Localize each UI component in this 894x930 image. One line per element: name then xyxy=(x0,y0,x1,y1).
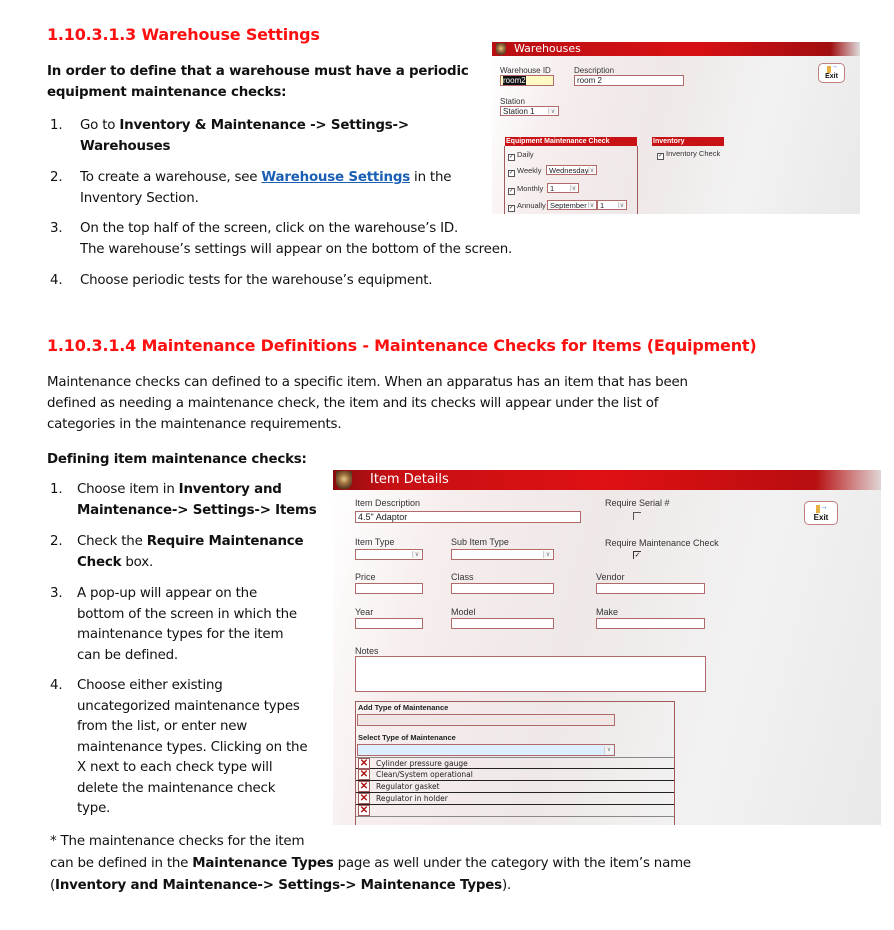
menu-path-end: Maintenance-> Settings-> Items xyxy=(77,502,317,518)
step-line: Choose either existing xyxy=(77,678,223,693)
menu-path: Inventory and xyxy=(178,482,282,497)
intro-line-1: In order to define that a warehouse must have a periodic xyxy=(47,64,469,79)
maintenance-types-term: Maintenance Types xyxy=(192,856,334,871)
step-line: maintenance types for the item xyxy=(77,627,284,642)
annually-day-select[interactable] xyxy=(597,200,627,210)
annually-month-value: September xyxy=(550,201,587,210)
step-text: Go to xyxy=(80,118,120,133)
maintenance-types-panel xyxy=(355,701,675,825)
bold-term: Require Maintenance xyxy=(146,534,304,549)
maintenance-type-row xyxy=(356,769,674,781)
require-maintenance-checkbox[interactable]: ✓ xyxy=(634,552,641,559)
step-line: from the list, or enter new xyxy=(77,719,248,734)
inventory-check-label: Inventory Check xyxy=(666,149,721,158)
annually-month-select[interactable] xyxy=(547,200,597,210)
maintenance-type-name: Regulator gasket xyxy=(376,782,440,791)
equipment-maintenance-check-header: Equipment Maintenance Check xyxy=(505,137,637,146)
require-serial-checkbox[interactable] xyxy=(633,512,641,520)
step-line: uncategorized maintenance types xyxy=(77,698,300,714)
warehouse-id-value: room2 xyxy=(503,76,526,85)
require-serial-label: Require Serial # xyxy=(605,498,670,508)
step-line: maintenance types. Clicking on the xyxy=(77,739,308,755)
warehouses-window xyxy=(492,42,860,214)
warehouse-id-label: Warehouse ID xyxy=(500,66,551,75)
footnote-line-3 xyxy=(50,875,770,897)
maintenance-type-name: Clean/System operational xyxy=(376,770,473,779)
item-step-4 xyxy=(50,676,330,821)
price-label: Price xyxy=(355,572,376,582)
defining-checks-subheading: Defining item maintenance checks: xyxy=(47,452,307,467)
chevron-down-icon: ∨ xyxy=(589,168,595,174)
sub-item-type-select[interactable] xyxy=(451,549,554,560)
footnote-text: can be defined in the xyxy=(50,856,193,871)
select-type-label: Select Type of Maintenance xyxy=(358,733,456,742)
menu-path: Inventory & Maintenance -> Settings-> xyxy=(119,118,409,133)
exit-label: Exit xyxy=(825,73,838,80)
item-type-select[interactable] xyxy=(355,549,423,560)
checkbox-checked-icon: ✓ xyxy=(509,205,515,211)
step-number: 3. xyxy=(50,221,63,236)
window-title: Item Details xyxy=(370,472,449,487)
item-step-2 xyxy=(50,532,330,574)
department-crest-icon xyxy=(336,471,352,489)
paragraph-line-3: categories in the maintenance requirements. xyxy=(47,417,342,432)
step-1 xyxy=(50,116,470,158)
annually-label: Annually xyxy=(517,201,546,210)
step-text: Choose item in xyxy=(77,482,179,497)
monthly-label: Monthly xyxy=(517,184,544,193)
exit-door-icon: → xyxy=(827,66,836,73)
year-label: Year xyxy=(355,607,374,617)
chevron-down-icon: ∨ xyxy=(589,203,595,209)
step-number: 2. xyxy=(50,170,63,185)
step-text: Check the xyxy=(77,534,147,549)
step-line: A pop-up will appear on the xyxy=(77,586,257,601)
delete-x-icon[interactable]: ✕ xyxy=(359,781,369,792)
department-crest-icon xyxy=(496,43,506,55)
daily-label: Daily xyxy=(517,150,534,159)
delete-x-icon[interactable]: ✕ xyxy=(359,805,369,816)
model-label: Model xyxy=(451,607,476,617)
step-number: 4. xyxy=(50,273,63,288)
annually-checkbox[interactable] xyxy=(508,201,546,212)
station-select[interactable] xyxy=(500,106,559,116)
chevron-down-icon: ∨ xyxy=(412,551,421,558)
notes-textarea[interactable] xyxy=(355,656,706,692)
delete-x-icon[interactable]: ✕ xyxy=(359,769,369,780)
footnote-line-2 xyxy=(50,853,770,875)
exit-button[interactable] xyxy=(818,63,845,83)
maintenance-type-row xyxy=(356,793,674,805)
monthly-checkbox[interactable] xyxy=(508,184,543,195)
sub-item-type-label: Sub Item Type xyxy=(451,537,509,547)
weekly-day-value: Wednesday xyxy=(549,166,589,175)
paragraph-line-2: defined as needing a maintenance check, the item and its checks will appear under the list of xyxy=(47,396,659,411)
notes-label: Notes xyxy=(355,646,379,656)
section-heading-maintenance-definitions: 1.10.3.1.4 Maintenance Definitions - Maintenance Checks for Items (Equipment) xyxy=(47,336,757,355)
step-line: X next to each check type will xyxy=(77,760,273,775)
chevron-down-icon: ∨ xyxy=(543,551,552,558)
step-3 xyxy=(50,219,570,261)
delete-x-icon[interactable]: ✕ xyxy=(359,793,369,804)
class-field[interactable] xyxy=(451,583,554,594)
step-line: type. xyxy=(77,801,111,816)
annually-day-value: 1 xyxy=(600,201,605,210)
step-number: 3. xyxy=(50,586,63,601)
step-text-line2: The warehouse’s settings will appear on the bottom of the screen. xyxy=(80,241,513,257)
item-details-window xyxy=(333,470,881,825)
step-number: 2. xyxy=(50,534,63,549)
monthly-day-select[interactable] xyxy=(547,183,579,193)
checkbox-checked-icon: ✓ xyxy=(509,188,515,194)
maintenance-type-row xyxy=(356,781,674,793)
item-description-label: Item Description xyxy=(355,498,421,508)
item-description-field[interactable]: 4.5" Adaptor xyxy=(355,511,581,523)
step-2 xyxy=(50,168,470,210)
weekly-checkbox[interactable] xyxy=(508,166,541,177)
warehouses-titlebar xyxy=(492,42,860,56)
class-label: Class xyxy=(451,572,474,582)
menu-path-end: Warehouses xyxy=(80,138,171,154)
menu-path: Inventory and Maintenance-> Settings-> Maintenance Types xyxy=(55,878,502,893)
step-text: Choose periodic tests for the warehouse’s equipment. xyxy=(80,273,433,288)
checkbox-checked-icon: ✓ xyxy=(509,154,515,160)
monthly-day-value: 1 xyxy=(550,184,555,193)
chevron-down-icon: ∨ xyxy=(571,186,577,192)
step-text-cont: in the xyxy=(410,170,452,185)
step-number: 1. xyxy=(50,118,63,133)
weekly-label: Weekly xyxy=(517,166,542,175)
footnote xyxy=(50,831,770,897)
item-details-titlebar xyxy=(333,470,881,490)
intro-text xyxy=(47,61,469,103)
bold-term-end: Check xyxy=(77,554,122,570)
checkbox-checked-icon: ✓ xyxy=(509,170,515,176)
chevron-down-icon: ∨ xyxy=(619,203,625,209)
maintenance-type-name: Cylinder pressure gauge xyxy=(376,759,468,768)
step-text-end: box. xyxy=(121,554,154,570)
warehouse-settings-link[interactable]: Warehouse Settings xyxy=(261,170,410,185)
add-type-label: Add Type of Maintenance xyxy=(358,703,449,712)
chevron-down-icon: ∨ xyxy=(548,108,557,114)
step-line: bottom of the screen in which the xyxy=(77,606,297,622)
year-field[interactable] xyxy=(355,618,423,629)
select-type-dropdown[interactable] xyxy=(357,744,615,756)
make-label: Make xyxy=(596,607,619,617)
delete-x-icon[interactable]: ✕ xyxy=(359,758,369,769)
inventory-check-checkbox[interactable] xyxy=(657,149,720,160)
exit-button[interactable] xyxy=(804,501,838,525)
add-type-input[interactable] xyxy=(357,714,615,726)
step-text-line2: Inventory Section. xyxy=(80,190,199,206)
section-heading-warehouse-settings: 1.10.3.1.3 Warehouse Settings xyxy=(47,25,320,44)
vendor-field[interactable] xyxy=(596,583,705,594)
paragraph-line-1: Maintenance checks can defined to a specific item. When an apparatus has an item that has been xyxy=(47,375,688,390)
footnote-text: page as well under the category with the item’s name xyxy=(333,856,691,871)
maintenance-type-row-empty xyxy=(356,805,674,817)
step-line: delete the maintenance check xyxy=(77,780,276,796)
weekly-day-select[interactable] xyxy=(546,165,597,175)
step-4 xyxy=(50,271,570,292)
chevron-down-icon: ∨ xyxy=(604,746,613,754)
item-type-label: Item Type xyxy=(355,537,395,547)
make-field[interactable] xyxy=(596,618,705,629)
maintenance-type-name: Regulator in holder xyxy=(376,794,448,803)
section2-paragraph xyxy=(47,372,747,435)
paren-close: ). xyxy=(501,878,512,893)
footnote-line-1: * The maintenance checks for the item xyxy=(50,834,305,849)
step-text: To create a warehouse, see xyxy=(80,170,262,185)
inventory-header: Inventory xyxy=(652,137,724,146)
step-text: On the top half of the screen, click on the warehouse’s ID. xyxy=(80,221,459,236)
warehouse-id-field[interactable] xyxy=(500,75,554,86)
price-field[interactable] xyxy=(355,583,423,594)
step-number: 4. xyxy=(50,678,63,693)
checkbox-checked-icon: ✓ xyxy=(658,153,664,159)
station-label: Station xyxy=(500,97,525,106)
require-maintenance-label: Require Maintenance Check xyxy=(605,538,719,548)
description-label: Description xyxy=(574,66,615,75)
paren-open: ( xyxy=(50,878,56,893)
exit-label: Exit xyxy=(813,513,829,522)
step-number: 1. xyxy=(50,482,63,497)
daily-checkbox[interactable] xyxy=(508,150,534,161)
window-title: Warehouses xyxy=(514,42,581,55)
model-field[interactable] xyxy=(451,618,554,629)
item-step-3 xyxy=(50,584,330,668)
vendor-label: Vendor xyxy=(596,572,625,582)
station-value: Station 1 xyxy=(503,107,535,116)
exit-door-icon: → xyxy=(816,505,826,513)
description-field[interactable]: room 2 xyxy=(574,75,684,86)
intro-line-2: equipment maintenance checks: xyxy=(47,85,287,100)
step-line: can be defined. xyxy=(77,647,178,663)
maintenance-type-row xyxy=(356,757,674,769)
item-step-1 xyxy=(50,480,330,522)
